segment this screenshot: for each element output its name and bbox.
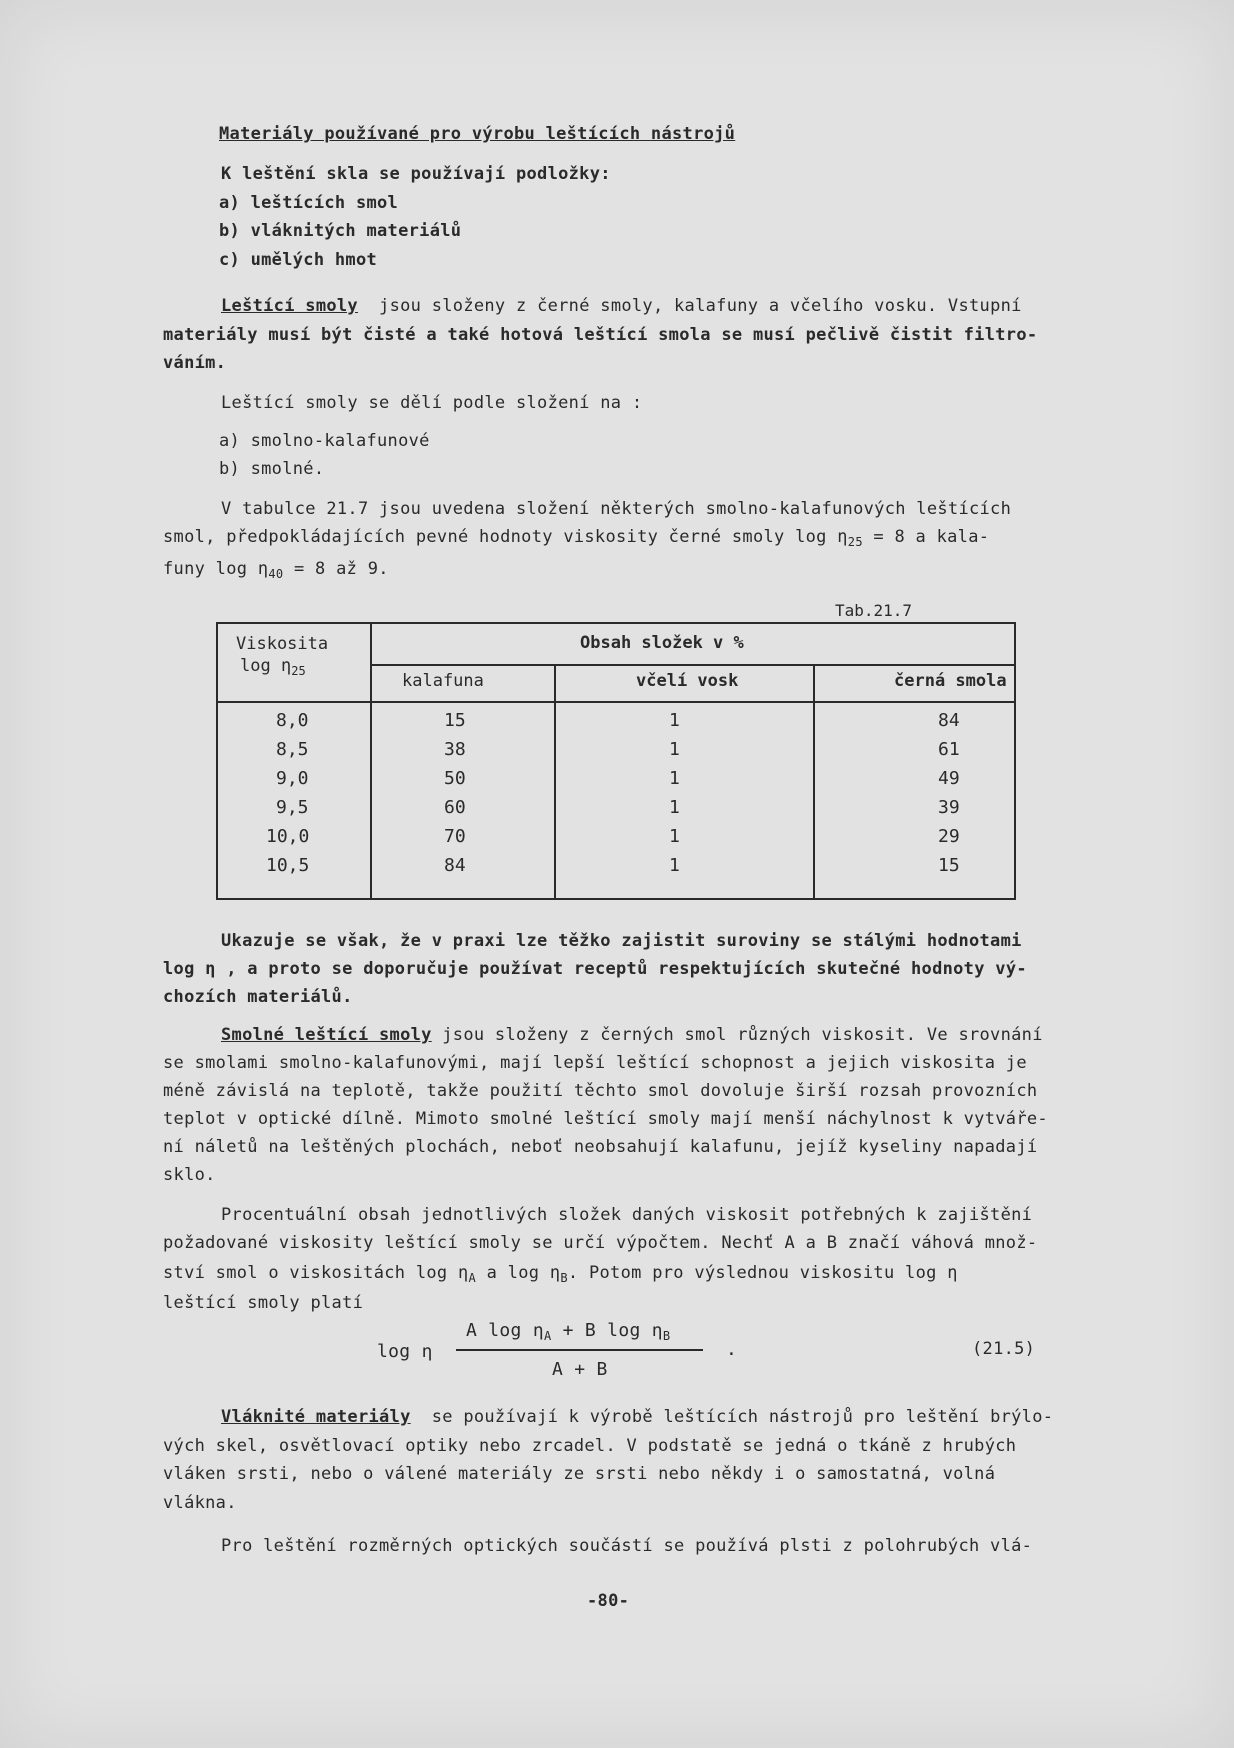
p1-line1: Leštící smoly jsou složeny z černé smoly, kalafuny a včelího vosku. Vstupní bbox=[221, 296, 1022, 316]
table-cell: 84 bbox=[938, 710, 960, 731]
table-cell: 8,0 bbox=[276, 710, 309, 731]
table-cell: 10,0 bbox=[266, 826, 310, 847]
header-cerna-smola: černá smola bbox=[894, 671, 1007, 691]
table-cell: 8,5 bbox=[276, 739, 309, 760]
formula-lhs: log η bbox=[377, 1341, 433, 1362]
table-cell: 1 bbox=[669, 739, 680, 760]
p4-line2: log η , a proto se doporučuje používat receptů respektujících skutečné hodnoty vý- bbox=[163, 959, 1027, 979]
p3-line3: funy $\log \eta_{40} = 8$ až 9. bbox=[163, 559, 389, 581]
p2-lead: Leštící smoly se dělí podle složení na : bbox=[221, 393, 643, 413]
fraction-bar bbox=[456, 1349, 703, 1351]
p4-line1: Ukazuje se však, že v praxi lze těžko zajistit suroviny se stálými hodnotami bbox=[221, 931, 1022, 951]
table-cell: 49 bbox=[938, 768, 960, 789]
header-kalafuna: kalafuna bbox=[402, 671, 484, 691]
intro-item-a: a) leštících smol bbox=[219, 193, 399, 213]
p5-line3: méně závislá na teplotě, takže použití těchto smol dovoluje širší rozsah provozních bbox=[163, 1081, 1038, 1101]
intro-lead: K leštění skla se používají podložky: bbox=[221, 164, 611, 184]
table-cell: 15 bbox=[938, 855, 960, 876]
table-cell: 15 bbox=[444, 710, 466, 731]
p4-line3: chozích materiálů. bbox=[163, 987, 353, 1007]
p8-line1: Pro leštění rozměrných optických součástí se používá plsti z polohrubých vlá- bbox=[221, 1536, 1033, 1556]
group-header: Obsah složek v % bbox=[580, 633, 744, 653]
p3-line2: smol, předpokládajících pevné hodnoty viskosity černé smoly $\log \eta_{25} = 8$ a kala- bbox=[163, 527, 990, 549]
table-cell: 70 bbox=[444, 826, 466, 847]
table-cell: 84 bbox=[444, 855, 466, 876]
p5-line5: ní náletů na leštěných plochách, neboť neobsahují kalafunu, jejíž kyseliny napadají bbox=[163, 1137, 1038, 1157]
table-cell: 9,0 bbox=[276, 768, 309, 789]
intro-item-b: b) vláknitých materiálů bbox=[219, 221, 462, 241]
equation-number: (21.5) bbox=[972, 1339, 1036, 1359]
table-cell: 39 bbox=[938, 797, 960, 818]
table-cell: 29 bbox=[938, 826, 960, 847]
table-cell: 38 bbox=[444, 739, 466, 760]
p1-line2: materiály musí být čisté a také hotová leštící smola se musí pečlivě čistit filtro- bbox=[163, 325, 1038, 345]
intro-item-c: c) umělých hmot bbox=[219, 250, 378, 270]
table-cell: 1 bbox=[669, 855, 680, 876]
table-cell: 10,5 bbox=[266, 855, 310, 876]
section-heading: Materiály používané pro výrobu leštících nástrojů bbox=[219, 124, 736, 144]
table-cell: 1 bbox=[669, 797, 680, 818]
p6-line3: ství smol o viskositách $\log \eta_A$ a $\log \eta_B$. Potom pro výslednou viskositu log η bbox=[163, 1263, 958, 1285]
p3-line1: V tabulce 21.7 jsou uvedena složení některých smolno-kalafunových leštících bbox=[221, 499, 1012, 519]
p2-item-b: b) smolné. bbox=[219, 459, 325, 479]
p6-line1: Procentuální obsah jednotlivých složek daných viskosit potřebných k zajištění bbox=[221, 1205, 1033, 1225]
p6-line4: leštící smoly platí bbox=[163, 1293, 364, 1313]
table-label: Tab.21.7 bbox=[835, 601, 913, 620]
p5-line4: teplot v optické dílně. Mimoto smolné leštící smoly mají menší náchylnost k vytváře- bbox=[163, 1109, 1048, 1129]
page-number: -80- bbox=[587, 1591, 630, 1611]
p7-line1: Vláknité materiály se používají k výrobě leštících nástrojů pro leštění brýlo- bbox=[221, 1407, 1054, 1427]
composition-table bbox=[216, 622, 1016, 900]
table-cell: 1 bbox=[669, 826, 680, 847]
p2-item-a: a) smolno-kalafunové bbox=[219, 431, 430, 451]
formula-dot: . bbox=[726, 1339, 738, 1360]
formula-denominator: A + B bbox=[552, 1359, 608, 1380]
p5-line1: Smolné leštící smoly jsou složeny z černých smol různých viskosit. Ve srovnání bbox=[221, 1025, 1043, 1045]
p1-term: Leštící smoly bbox=[221, 296, 358, 316]
formula-numerator: A $\log \eta_A + B$ $\log \eta_B$ bbox=[466, 1320, 671, 1343]
p1-line3: váním. bbox=[163, 353, 227, 373]
table-cell: 61 bbox=[938, 739, 960, 760]
p7-line2: vých skel, osvětlovací optiky nebo zrcadel. V podstatě se jedná o tkáně z hrubých bbox=[163, 1436, 1017, 1456]
p5-line6: sklo. bbox=[163, 1165, 216, 1185]
table-cell: 50 bbox=[444, 768, 466, 789]
table-cell: 1 bbox=[669, 710, 680, 731]
p5-line2: se smolami smolno-kalafunovými, mají lepší leštící schopnost a jejich viskosita je bbox=[163, 1053, 1027, 1073]
log-eta-header: $\log \eta_{25}$ bbox=[240, 656, 306, 678]
p6-line2: požadované viskosity leštící smoly se určí výpočtem. Nechť A a B značí váhová množ- bbox=[163, 1233, 1038, 1253]
table-cell: 60 bbox=[444, 797, 466, 818]
p7-line3: vláken srsti, nebo o válené materiály ze srsti nebo někdy i o samostatná, volná bbox=[163, 1464, 996, 1484]
table-cell: 9,5 bbox=[276, 797, 309, 818]
header-vceli-vosk: včelí vosk bbox=[636, 671, 739, 691]
viskosita-header: Viskosita bbox=[236, 634, 329, 654]
p7-line4: vlákna. bbox=[163, 1493, 237, 1513]
table-cell: 1 bbox=[669, 768, 680, 789]
